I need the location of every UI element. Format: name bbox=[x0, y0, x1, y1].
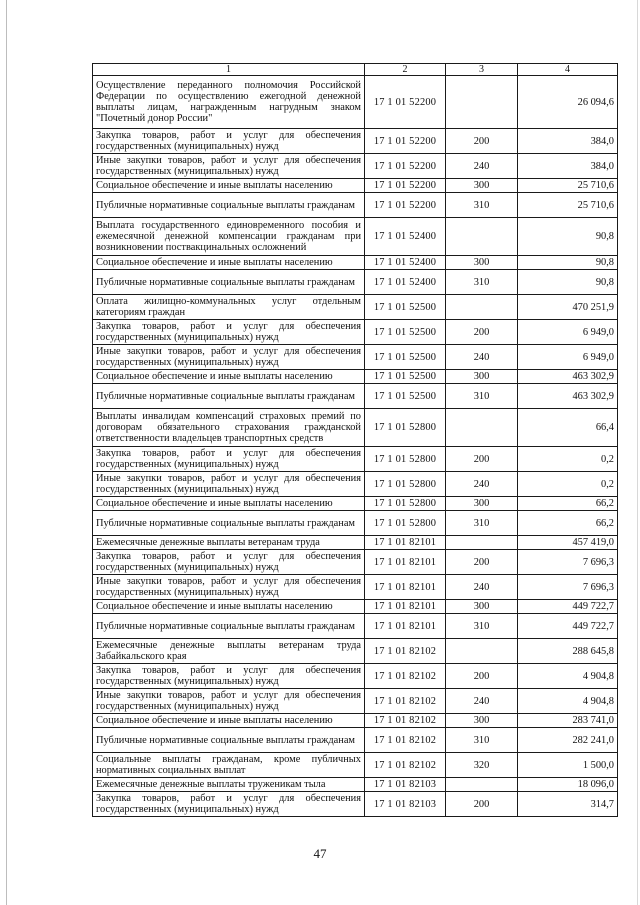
row-target-code: 17 1 01 82101 bbox=[365, 575, 446, 600]
table-header-row bbox=[93, 64, 618, 76]
table-row bbox=[93, 256, 618, 270]
row-amount: 90,8 bbox=[518, 256, 618, 270]
row-amount: 66,2 bbox=[518, 497, 618, 511]
row-target-code: 17 1 01 82102 bbox=[365, 689, 446, 714]
row-name: Выплата государственного единовременного пособия и ежемесячной денежной компенсации гражданам при возникновении поствакцинальных осложнений bbox=[93, 218, 365, 256]
row-amount: 7 696,3 bbox=[518, 575, 618, 600]
row-name: Закупка товаров, работ и услуг для обеспечения государственных (муниципальных) нужд bbox=[93, 447, 365, 472]
row-amount: 4 904,8 bbox=[518, 689, 618, 714]
table-row bbox=[93, 778, 618, 792]
table-row bbox=[93, 497, 618, 511]
row-name: Иные закупки товаров, работ и услуг для обеспечения государственных (муниципальных) нужд bbox=[93, 472, 365, 497]
row-amount: 6 949,0 bbox=[518, 320, 618, 345]
row-target-code: 17 1 01 82101 bbox=[365, 600, 446, 614]
row-amount: 6 949,0 bbox=[518, 345, 618, 370]
table-row bbox=[93, 614, 618, 639]
row-amount: 463 302,9 bbox=[518, 370, 618, 384]
scan-edge-left bbox=[6, 0, 7, 905]
table-row bbox=[93, 193, 618, 218]
table-row bbox=[93, 129, 618, 154]
table-body bbox=[93, 76, 618, 817]
row-amount: 384,0 bbox=[518, 154, 618, 179]
table-row bbox=[93, 714, 618, 728]
table-row bbox=[93, 345, 618, 370]
row-target-code: 17 1 01 52800 bbox=[365, 472, 446, 497]
row-name: Ежемесячные денежные выплаты ветеранам труда bbox=[93, 536, 365, 550]
row-amount: 449 722,7 bbox=[518, 600, 618, 614]
table-row bbox=[93, 575, 618, 600]
table-row bbox=[93, 179, 618, 193]
row-target-code: 17 1 01 82102 bbox=[365, 714, 446, 728]
row-target-code: 17 1 01 52400 bbox=[365, 270, 446, 295]
row-name: Иные закупки товаров, работ и услуг для обеспечения государственных (муниципальных) нужд bbox=[93, 575, 365, 600]
row-expense-type-code: 240 bbox=[446, 472, 518, 497]
table-row bbox=[93, 536, 618, 550]
row-amount: 18 096,0 bbox=[518, 778, 618, 792]
row-target-code: 17 1 01 82102 bbox=[365, 664, 446, 689]
row-target-code: 17 1 01 82101 bbox=[365, 550, 446, 575]
row-expense-type-code bbox=[446, 778, 518, 792]
row-target-code: 17 1 01 52500 bbox=[365, 370, 446, 384]
row-target-code: 17 1 01 52400 bbox=[365, 218, 446, 256]
row-expense-type-code: 200 bbox=[446, 792, 518, 817]
table-row bbox=[93, 76, 618, 129]
row-amount: 463 302,9 bbox=[518, 384, 618, 409]
row-name: Выплаты инвалидам компенсаций страховых премий по договорам обязательного страхования гражданской ответственности владельцев транспортных средств bbox=[93, 409, 365, 447]
row-target-code: 17 1 01 52800 bbox=[365, 497, 446, 511]
row-target-code: 17 1 01 82102 bbox=[365, 728, 446, 753]
row-expense-type-code: 310 bbox=[446, 614, 518, 639]
column-header-2: 2 bbox=[365, 64, 446, 76]
row-target-code: 17 1 01 52500 bbox=[365, 320, 446, 345]
row-expense-type-code: 240 bbox=[446, 345, 518, 370]
row-name: Иные закупки товаров, работ и услуг для обеспечения государственных (муниципальных) нужд bbox=[93, 345, 365, 370]
row-expense-type-code: 200 bbox=[446, 550, 518, 575]
table-row bbox=[93, 472, 618, 497]
row-name: Закупка товаров, работ и услуг для обеспечения государственных (муниципальных) нужд bbox=[93, 792, 365, 817]
row-target-code: 17 1 01 52500 bbox=[365, 295, 446, 320]
table-row bbox=[93, 295, 618, 320]
row-target-code: 17 1 01 52200 bbox=[365, 76, 446, 129]
row-name: Социальное обеспечение и иные выплаты населению bbox=[93, 256, 365, 270]
row-name: Социальные выплаты гражданам, кроме публичных нормативных социальных выплат bbox=[93, 753, 365, 778]
column-header-1: 1 bbox=[93, 64, 365, 76]
row-expense-type-code: 300 bbox=[446, 256, 518, 270]
table-row bbox=[93, 270, 618, 295]
row-expense-type-code: 310 bbox=[446, 193, 518, 218]
row-name: Публичные нормативные социальные выплаты гражданам bbox=[93, 384, 365, 409]
row-target-code: 17 1 01 52200 bbox=[365, 193, 446, 218]
row-expense-type-code: 310 bbox=[446, 511, 518, 536]
row-amount: 0,2 bbox=[518, 472, 618, 497]
row-expense-type-code: 300 bbox=[446, 497, 518, 511]
row-name: Осуществление переданного полномочия Российской Федерации по осуществлению ежегодной денежной выплаты лицам, награжденным нагрудным знаком "Почетный донор России" bbox=[93, 76, 365, 129]
row-name: Ежемесячные денежные выплаты труженикам тыла bbox=[93, 778, 365, 792]
column-header-4: 4 bbox=[518, 64, 618, 76]
table-row bbox=[93, 728, 618, 753]
row-expense-type-code: 240 bbox=[446, 154, 518, 179]
row-name: Иные закупки товаров, работ и услуг для обеспечения государственных (муниципальных) нужд bbox=[93, 154, 365, 179]
row-target-code: 17 1 01 52800 bbox=[365, 447, 446, 472]
row-amount: 449 722,7 bbox=[518, 614, 618, 639]
row-expense-type-code: 300 bbox=[446, 714, 518, 728]
row-name: Закупка товаров, работ и услуг для обеспечения государственных (муниципальных) нужд bbox=[93, 550, 365, 575]
row-amount: 457 419,0 bbox=[518, 536, 618, 550]
row-expense-type-code: 300 bbox=[446, 370, 518, 384]
row-amount: 0,2 bbox=[518, 447, 618, 472]
row-name: Закупка товаров, работ и услуг для обеспечения государственных (муниципальных) нужд bbox=[93, 320, 365, 345]
row-name: Публичные нормативные социальные выплаты гражданам bbox=[93, 193, 365, 218]
row-amount: 7 696,3 bbox=[518, 550, 618, 575]
row-name: Закупка товаров, работ и услуг для обеспечения государственных (муниципальных) нужд bbox=[93, 664, 365, 689]
row-name: Социальное обеспечение и иные выплаты населению bbox=[93, 497, 365, 511]
table-row bbox=[93, 689, 618, 714]
row-name: Социальное обеспечение и иные выплаты населению bbox=[93, 600, 365, 614]
row-amount: 1 500,0 bbox=[518, 753, 618, 778]
row-name: Оплата жилищно-коммунальных услуг отдельным категориям граждан bbox=[93, 295, 365, 320]
row-name: Закупка товаров, работ и услуг для обеспечения государственных (муниципальных) нужд bbox=[93, 129, 365, 154]
table-row bbox=[93, 639, 618, 664]
row-expense-type-code: 310 bbox=[446, 270, 518, 295]
table-row bbox=[93, 320, 618, 345]
row-expense-type-code: 300 bbox=[446, 179, 518, 193]
row-amount: 66,4 bbox=[518, 409, 618, 447]
row-expense-type-code bbox=[446, 218, 518, 256]
row-expense-type-code: 300 bbox=[446, 600, 518, 614]
page-number: 47 bbox=[313, 846, 327, 861]
budget-table bbox=[92, 63, 618, 817]
row-name: Публичные нормативные социальные выплаты гражданам bbox=[93, 614, 365, 639]
row-name: Социальное обеспечение и иные выплаты населению bbox=[93, 714, 365, 728]
table-row bbox=[93, 218, 618, 256]
table-row bbox=[93, 792, 618, 817]
row-expense-type-code bbox=[446, 639, 518, 664]
row-target-code: 17 1 01 82101 bbox=[365, 614, 446, 639]
row-expense-type-code: 310 bbox=[446, 728, 518, 753]
table-row bbox=[93, 664, 618, 689]
row-expense-type-code: 240 bbox=[446, 575, 518, 600]
table-row bbox=[93, 550, 618, 575]
table-row bbox=[93, 600, 618, 614]
table-row bbox=[93, 409, 618, 447]
row-expense-type-code: 200 bbox=[446, 447, 518, 472]
row-amount: 470 251,9 bbox=[518, 295, 618, 320]
row-target-code: 17 1 01 82103 bbox=[365, 778, 446, 792]
column-header-3: 3 bbox=[446, 64, 518, 76]
row-amount: 66,2 bbox=[518, 511, 618, 536]
row-target-code: 17 1 01 82103 bbox=[365, 792, 446, 817]
row-target-code: 17 1 01 82102 bbox=[365, 639, 446, 664]
row-expense-type-code: 310 bbox=[446, 384, 518, 409]
row-amount: 25 710,6 bbox=[518, 193, 618, 218]
row-target-code: 17 1 01 82101 bbox=[365, 536, 446, 550]
row-expense-type-code bbox=[446, 76, 518, 129]
table-row bbox=[93, 447, 618, 472]
row-amount: 283 741,0 bbox=[518, 714, 618, 728]
row-amount: 282 241,0 bbox=[518, 728, 618, 753]
scan-edge-right bbox=[637, 0, 638, 905]
row-name: Публичные нормативные социальные выплаты гражданам bbox=[93, 728, 365, 753]
row-target-code: 17 1 01 52200 bbox=[365, 154, 446, 179]
row-target-code: 17 1 01 52800 bbox=[365, 511, 446, 536]
row-target-code: 17 1 01 52800 bbox=[365, 409, 446, 447]
row-amount: 90,8 bbox=[518, 218, 618, 256]
row-target-code: 17 1 01 52200 bbox=[365, 179, 446, 193]
table-row bbox=[93, 511, 618, 536]
row-expense-type-code: 200 bbox=[446, 320, 518, 345]
row-target-code: 17 1 01 52500 bbox=[365, 345, 446, 370]
row-expense-type-code: 200 bbox=[446, 129, 518, 154]
table-row bbox=[93, 384, 618, 409]
row-amount: 4 904,8 bbox=[518, 664, 618, 689]
row-expense-type-code bbox=[446, 536, 518, 550]
row-amount: 314,7 bbox=[518, 792, 618, 817]
row-name: Социальное обеспечение и иные выплаты населению bbox=[93, 370, 365, 384]
row-expense-type-code: 200 bbox=[446, 664, 518, 689]
row-expense-type-code: 240 bbox=[446, 689, 518, 714]
table-row bbox=[93, 753, 618, 778]
row-expense-type-code: 320 bbox=[446, 753, 518, 778]
row-target-code: 17 1 01 52500 bbox=[365, 384, 446, 409]
row-name: Публичные нормативные социальные выплаты гражданам bbox=[93, 270, 365, 295]
row-amount: 384,0 bbox=[518, 129, 618, 154]
table-row bbox=[93, 154, 618, 179]
row-name: Публичные нормативные социальные выплаты гражданам bbox=[93, 511, 365, 536]
row-name: Ежемесячные денежные выплаты ветеранам труда Забайкальского края bbox=[93, 639, 365, 664]
row-expense-type-code bbox=[446, 409, 518, 447]
row-target-code: 17 1 01 82102 bbox=[365, 753, 446, 778]
row-name: Иные закупки товаров, работ и услуг для обеспечения государственных (муниципальных) нужд bbox=[93, 689, 365, 714]
row-amount: 26 094,6 bbox=[518, 76, 618, 129]
row-amount: 288 645,8 bbox=[518, 639, 618, 664]
table-row bbox=[93, 370, 618, 384]
row-amount: 25 710,6 bbox=[518, 179, 618, 193]
row-expense-type-code bbox=[446, 295, 518, 320]
row-name: Социальное обеспечение и иные выплаты населению bbox=[93, 179, 365, 193]
row-target-code: 17 1 01 52200 bbox=[365, 129, 446, 154]
row-amount: 90,8 bbox=[518, 270, 618, 295]
row-target-code: 17 1 01 52400 bbox=[365, 256, 446, 270]
